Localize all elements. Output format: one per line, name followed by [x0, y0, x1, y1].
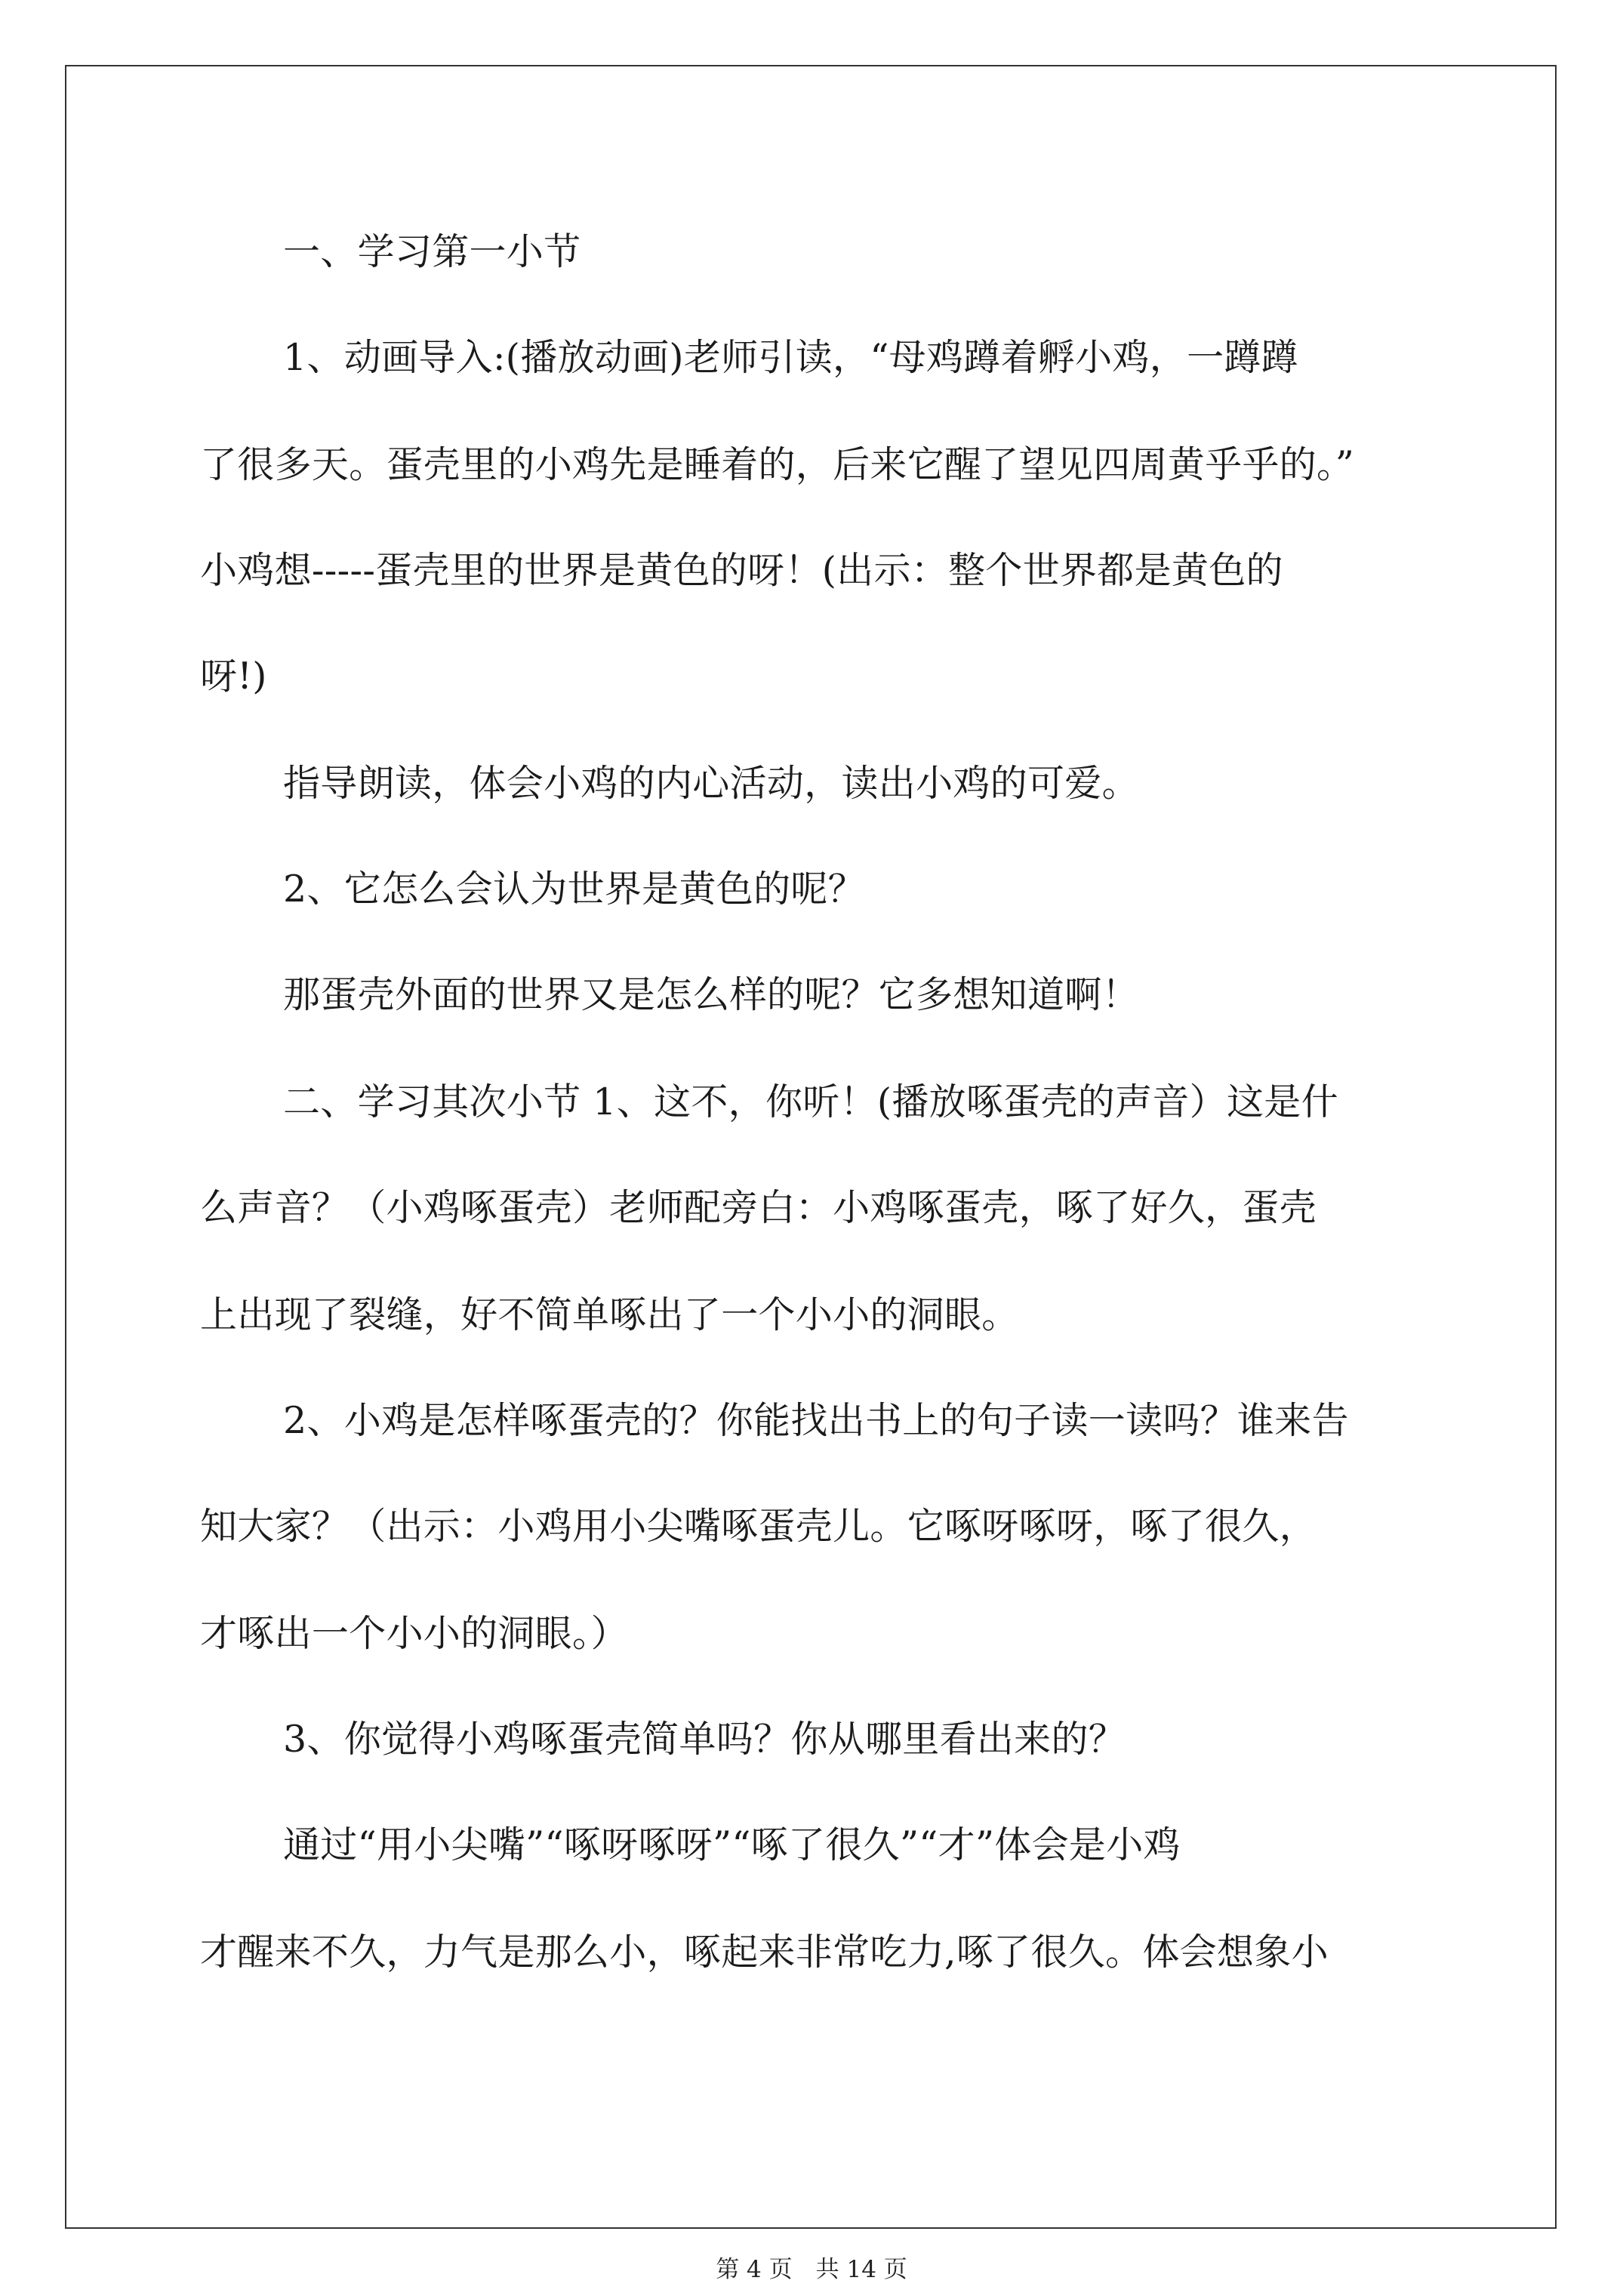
page-border: [65, 65, 1557, 2229]
paragraph-line: 上出现了裂缝，好不简单啄出了一个小小的洞眼。: [200, 1293, 1019, 1336]
paragraph-line: 那蛋壳外面的世界又是怎么样的呢？它多想知道啊！: [283, 973, 1139, 1016]
section-heading-2: 二、学习其次小节 1、这不，你听！(播放啄蛋壳的声音）这是什: [283, 1080, 1338, 1123]
paragraph-line: 指导朗读，体会小鸡的内心活动，读出小鸡的可爱。: [283, 762, 1139, 805]
paragraph-line: 才啄出一个小小的洞眼。）: [200, 1612, 629, 1655]
paragraph-line: 3、你觉得小鸡啄蛋壳简单吗？你从哪里看出来的？: [283, 1718, 1126, 1761]
paragraph-line: 呀!): [200, 655, 267, 698]
section-heading-1: 一、学习第一小节: [283, 230, 581, 273]
paragraph-line: 小鸡想-----蛋壳里的世界是黄色的呀！(出示：整个世界都是黄色的: [200, 549, 1283, 592]
paragraph-line: 了很多天。蛋壳里的小鸡先是睡着的，后来它醒了望见四周黄乎乎的。”: [200, 443, 1355, 486]
paragraph-line: 2、它怎么会认为世界是黄色的呢？: [283, 868, 865, 911]
page-number-footer: 第 4 页 共 14 页: [716, 2256, 907, 2283]
paragraph-line: 1、动画导入:(播放动画)老师引读，“母鸡蹲着孵小鸡，一蹲蹲: [283, 336, 1298, 379]
paragraph-line: 么声音？（小鸡啄蛋壳）老师配旁白：小鸡啄蛋壳，啄了好久，蛋壳: [200, 1186, 1317, 1229]
paragraph-line: 才醒来不久，力气是那么小，啄起来非常吃力,啄了很久。体会想象小: [200, 1931, 1329, 1974]
paragraph-line: 2、小鸡是怎样啄蛋壳的？你能找出书上的句子读一读吗？谁来告: [283, 1399, 1349, 1442]
paragraph-line: 知大家？（出示：小鸡用小尖嘴啄蛋壳儿。它啄呀啄呀，啄了很久，: [200, 1505, 1317, 1548]
paragraph-line: 通过“用小尖嘴”“啄呀啄呀”“啄了很久”“才”体会是小鸡: [283, 1823, 1181, 1866]
